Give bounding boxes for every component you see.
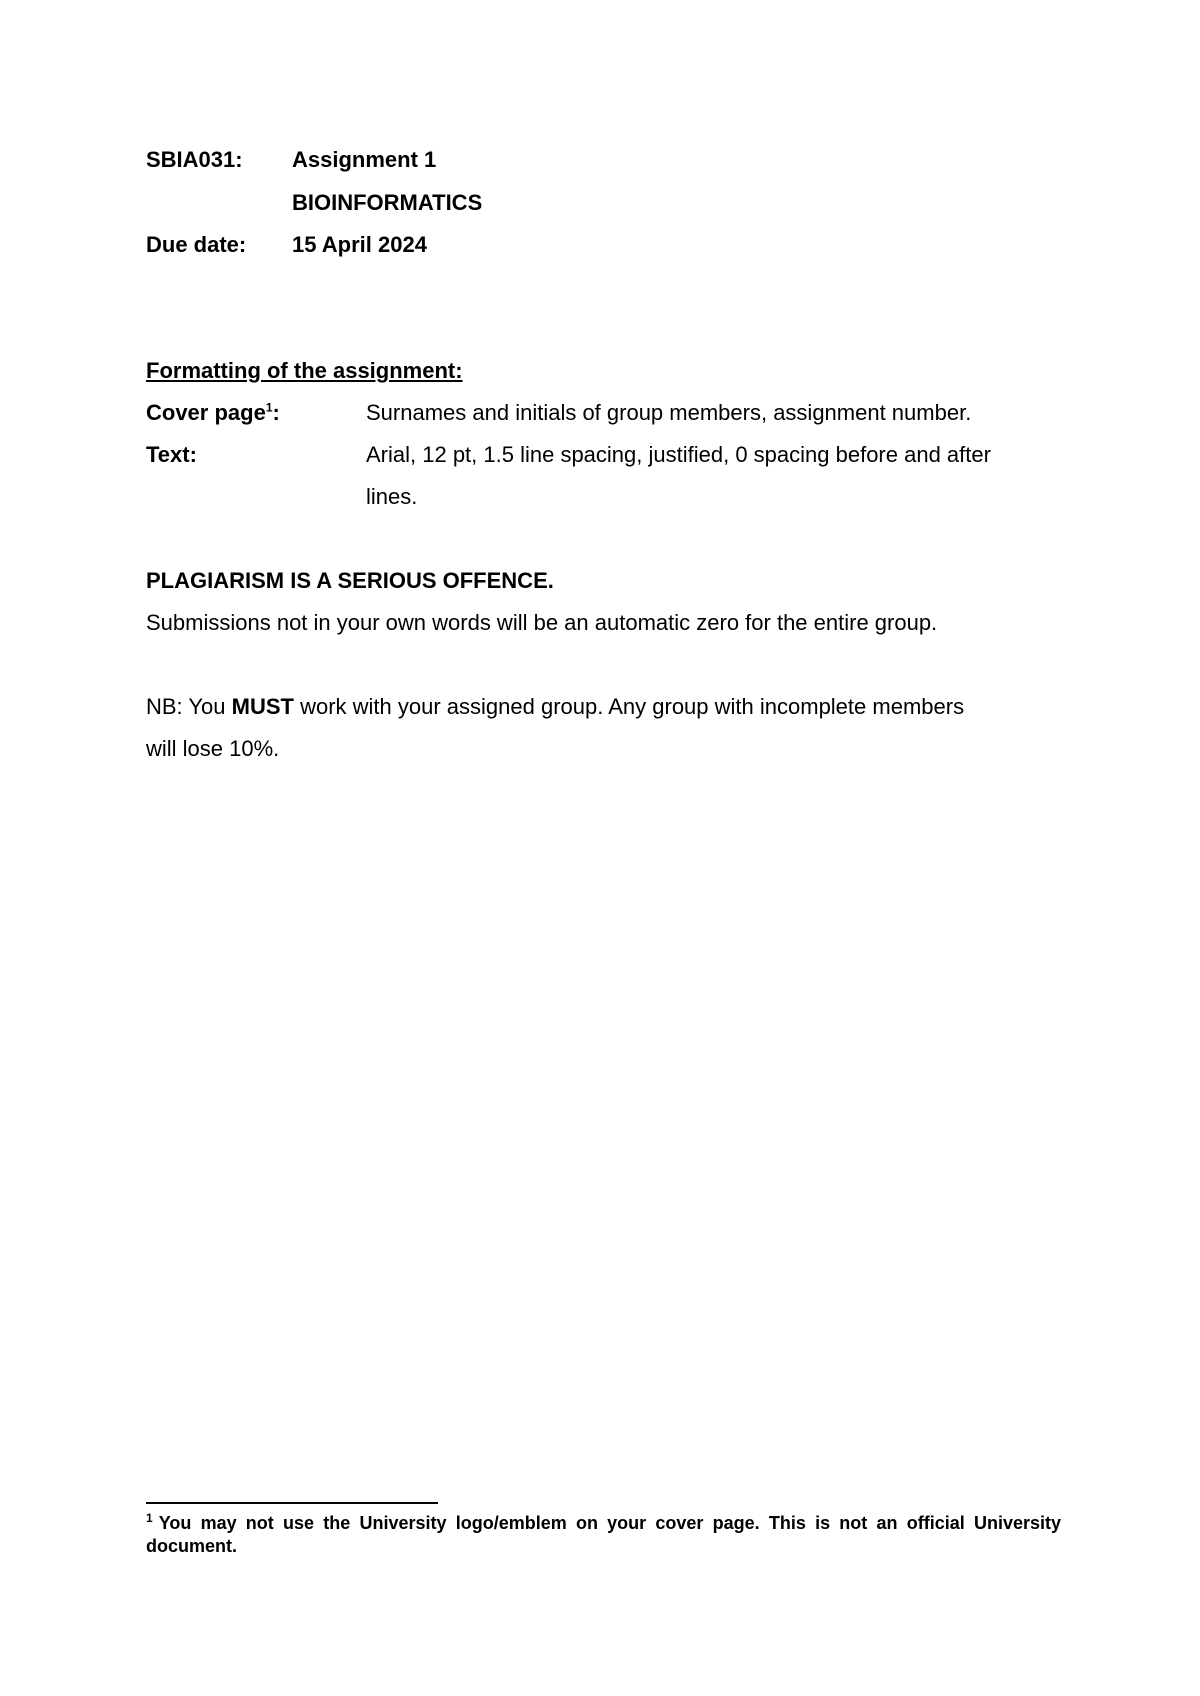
due-date-value: 15 April 2024 xyxy=(292,232,427,257)
text-value-line1: Arial, 12 pt, 1.5 line spacing, justified, 0 spacing before and after xyxy=(366,442,991,467)
footnote-marker: 1 xyxy=(146,1511,153,1525)
footnote-separator xyxy=(146,1502,438,1504)
group-note-prefix: NB: You xyxy=(146,694,232,719)
assignment-title: Assignment 1 xyxy=(292,147,437,172)
text-value-line2: lines. xyxy=(366,484,418,509)
cover-page-label-text: Cover page xyxy=(146,400,266,425)
cover-page-label xyxy=(146,399,280,427)
group-note-line2: will lose 10%. xyxy=(146,736,280,761)
cover-page-value: Surnames and initials of group members, assignment number. xyxy=(366,400,972,425)
group-note-suffix: work with your assigned group. Any group with incomplete members xyxy=(293,694,965,719)
group-note-line1 xyxy=(146,693,964,721)
formatting-heading: Formatting of the assignment: xyxy=(146,358,463,383)
footnote xyxy=(146,1512,1061,1558)
group-note-emphasis: MUST xyxy=(231,694,294,719)
course-code: SBIA031: xyxy=(146,147,243,172)
due-date-label: Due date: xyxy=(146,232,247,257)
plagiarism-heading: PLAGIARISM IS A SERIOUS OFFENCE. xyxy=(146,568,554,593)
cover-page-colon: : xyxy=(272,400,280,425)
footnote-text: You may not use the University logo/emblem on your cover page. This is not an official University document. xyxy=(146,1513,1061,1556)
text-label: Text: xyxy=(146,442,197,467)
subject-title: BIOINFORMATICS xyxy=(292,190,483,215)
footnote-reference: 1 xyxy=(265,400,273,415)
plagiarism-body: Submissions not in your own words will be an automatic zero for the entire group. xyxy=(146,610,938,635)
